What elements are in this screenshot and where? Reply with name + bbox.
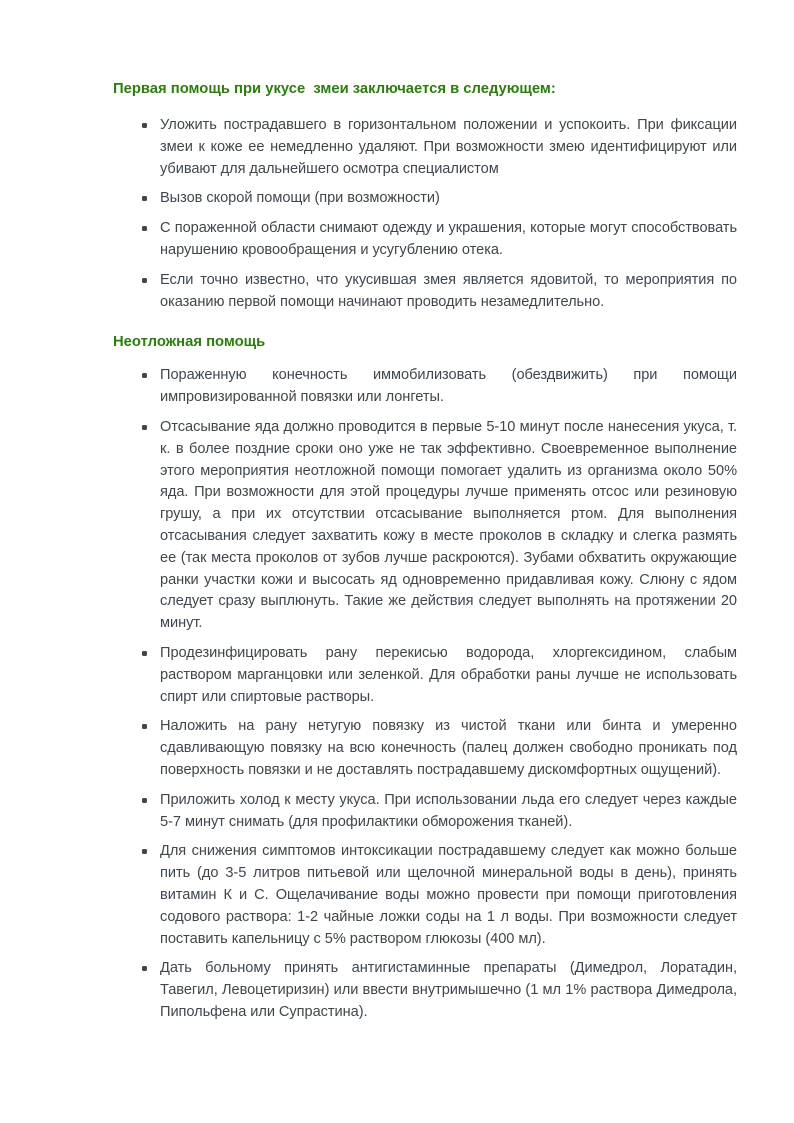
list-item: Пораженную конечность иммобилизовать (обездвижить) при помощи импровизированной повязки или лонгеты. (113, 365, 737, 409)
list-item: Наложить на рану нетугую повязку из чистой ткани или бинта и умеренно сдавливающую повязку на всю конечность (палец должен свободно проникать под поверхность повязки и не доставлять пострадавшему дискомфортных ощущений). (113, 716, 737, 781)
first-aid-steps-list (113, 115, 737, 313)
list-item: Приложить холод к месту укуса. При использовании льда его следует через каждые 5-7 минут снимать (для профилактики обморожения тканей). (113, 790, 737, 834)
list-item: Вызов скорой помощи (при возможности) (113, 188, 737, 210)
heading-urgent-care: Неотложная помощь (113, 334, 266, 351)
list-item: Дать больному принять антигистаминные препараты (Димедрол, Лоратадин, Тавегил, Левоцетиризин) или ввести внутримышечно (1 мл 1% раствора Димедрола, Пипольфена или Супрастина). (113, 958, 737, 1023)
list-item: Продезинфицировать рану перекисью водорода, хлоргексидином, слабым раствором марганцовки или зеленкой. Для обработки раны лучше не использовать спирт или спиртовые растворы. (113, 643, 737, 708)
list-item: Отсасывание яда должно проводится в первые 5-10 минут после нанесения укуса, т. к. в более поздние сроки оно уже не так эффективно. Своевременное выполнение этого мероприятия неотложной помощи помогает удалить из организма около 50% яда. При возможности для этой процедуры лучше применять отсос или резиновую грушу, а при их отсутствии отсасывание выполняется ртом. Для выполнения отсасывания следует захватить кожу в месте проколов в складку и слегка размять ее (так места проколов от зубов лучше раскроются). Зубами обхватить окружающие ранки участки кожи и высосать яд одновременно придавливая кожу. Слюну с ядом следует сразу выплюнуть. Такие же действия следует выполнять на протяжении 20 минут. (113, 417, 737, 635)
list-item: Если точно известно, что укусившая змея является ядовитой, то мероприятия по оказанию первой помощи начинают проводить незамедлительно. (113, 270, 737, 314)
list-item: Для снижения симптомов интоксикации пострадавшему следует как можно больше пить (до 3-5 литров питьевой или щелочной минеральной воды в день), принять витамин К и С. Ощелачивание воды можно провести при помощи приготовления содового раствора: 1-2 чайные ложки соды на 1 л воды. При возможности следует поставить капельницу с 5% раствором глюкозы (400 мл). (113, 841, 737, 950)
list-item: С пораженной области снимают одежду и украшения, которые могут способствовать нарушению кровообращения и усугублению отека. (113, 218, 737, 262)
heading-first-aid-snake-bite: Первая помощь при укусе змеи заключается в следующем: (113, 81, 556, 97)
list-item: Уложить пострадавшего в горизонтальном положении и успокоить. При фиксации змеи к коже ее немедленно удаляют. При возможности змею идентифицируют или убивают для дальнейшего осмотра специалистом (113, 115, 737, 180)
urgent-care-steps-list (113, 365, 737, 1023)
